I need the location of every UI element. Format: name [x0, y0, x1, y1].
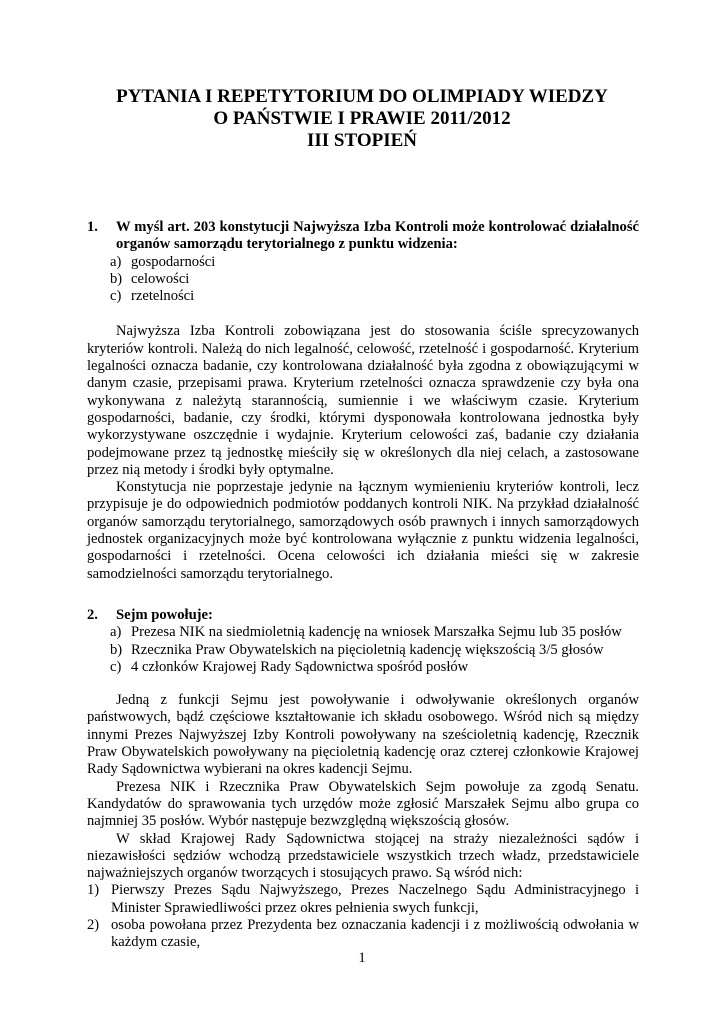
list-item-label: 2)	[87, 916, 100, 933]
question-1-number: 1.	[87, 219, 98, 235]
list-item	[87, 882, 639, 917]
question-2-numbered-list	[87, 882, 639, 951]
title-line-3: III STOPIEŃ	[306, 130, 417, 151]
page-number: 1	[358, 950, 366, 966]
option-text: 4 członków Krajowej Rady Sądownictwa spośród posłów	[131, 658, 469, 675]
document-title	[0, 86, 724, 152]
question-1-paragraph-2: Konstytucja nie poprzestaje jedynie na łącznym wymienieniu kryteriów kontroli, lecz przypisuje je do odpowiednich podmiotów poddanych kontroli NIK. Na przykład działalność organów samorządu terytorialnego, samorządowych osób prawnych i innych samorządowych jednostek organizacyjnych może być kontrolowana wyłącznie z punktu widzenia legalności, gospodarności i rzetelności. Ocena celowości ich działania mieści się w zakresie samodzielności samorządu terytorialnego.	[87, 479, 639, 582]
option-text: gospodarności	[131, 253, 216, 270]
title-line-2: O PAŃSTWIE I PRAWIE 2011/2012	[213, 108, 511, 129]
question-2-option-b	[87, 642, 639, 659]
question-1	[87, 219, 639, 254]
question-2-option-c	[87, 659, 639, 676]
option-text: Rzecznika Praw Obywatelskich na pięcioletnią kadencję większością 3/5 głosów	[131, 641, 604, 658]
question-2-text: Sejm powołuje:	[116, 606, 213, 623]
question-2-option-a	[87, 624, 639, 641]
question-1-options	[87, 254, 639, 306]
question-1-option-a	[87, 254, 639, 271]
question-1-text: W myśl art. 203 konstytucji Najwyższa Izba Kontroli może kontrolować działalność organów samorządu terytorialnego z punktu widzenia:	[116, 219, 639, 253]
option-text: rzetelności	[131, 288, 195, 305]
question-2-paragraph-2: Prezesa NIK i Rzecznika Praw Obywatelskich Sejm powołuje za zgodą Senatu. Kandydatów do sprawowania tych urzędów może zgłosić Marszałek Sejmu albo grupa co najmniej 35 posłów. Wybór następuje bezwzględną większością głosów.	[87, 778, 639, 830]
question-2-options	[87, 624, 639, 676]
option-label: b)	[110, 641, 123, 658]
option-label: c)	[110, 658, 122, 675]
question-2-paragraph-3: W skład Krajowej Rady Sądownictwa stojącej na straży niezależności sądów i niezawisłości sędziów wchodzą przedstawiciele wszystkich trzech władz, przedstawiciele najważniejszych organów tworzących i stosujących prawo. Są wśród nich:	[87, 830, 639, 882]
option-label: b)	[110, 270, 123, 287]
question-1-paragraph-1: Najwyższa Izba Kontroli zobowiązana jest do stosowania ściśle sprecyzowanych kryteriów kontroli. Należą do nich legalność, celowość, rzetelność i gospodarność. Kryterium legalności oznacza badanie, czy kontrolowana działalność była zgodna z obowiązującymi w danym czasie, przepisami prawa. Kryterium rzetelności oznacza sprawdzenie czy była ona wykonywana z należytą starannością, sumiennie i we właściwym czasie. Kryterium gospodarności, badanie, czy środki, którymi dysponowała kontrolowana jednostka były wykorzystywane oszczędnie i wydajnie. Kryterium celowości zaś, badanie czy działania podejmowane przez tą jednostkę mieściły się w określonych dla niej celach, a zastosowane przez nią metody i środki były optymalne.	[87, 323, 639, 478]
option-label: c)	[110, 288, 122, 305]
option-text: celowości	[131, 270, 190, 287]
question-2-paragraph-1: Jedną z funkcji Sejmu jest powoływanie i odwoływanie określonych organów państwowych, bądź częściowe kształtowanie ich składu osobowego. Wśród nich są między innymi Prezes Najwyższej Izby Kontroli powoływany na sześcioletnią kadencję, Rzecznik Praw Obywatelskich powoływany na pięcioletnią kadencję oraz czterej członkowie Krajowej Rady Sądownictwa wybierani na okres kadencji Sejmu.	[87, 692, 639, 778]
option-text: Prezesa NIK na siedmioletnią kadencję na wniosek Marszałka Sejmu lub 35 posłów	[131, 624, 622, 641]
question-2	[87, 607, 639, 624]
title-line-1: PYTANIA I REPETYTORIUM DO OLIMPIADY WIEDZY	[116, 86, 608, 107]
list-item-label: 1)	[87, 882, 100, 899]
question-1-option-b	[87, 271, 639, 288]
list-item-text: osoba powołana przez Prezydenta bez oznaczania kadencji i z możliwością odwołania w każdym czasie,	[111, 916, 639, 951]
list-item-text: Pierwszy Prezes Sądu Najwyższego, Prezes Naczelnego Sądu Administracyjnego i Minister Sprawiedliwości przez okres pełnienia swych funkcji,	[111, 882, 639, 916]
option-label: a)	[110, 624, 122, 641]
question-1-option-c	[87, 288, 639, 305]
list-item	[87, 917, 639, 952]
document-body	[87, 219, 639, 952]
option-label: a)	[110, 253, 122, 270]
question-2-number: 2.	[87, 606, 98, 623]
